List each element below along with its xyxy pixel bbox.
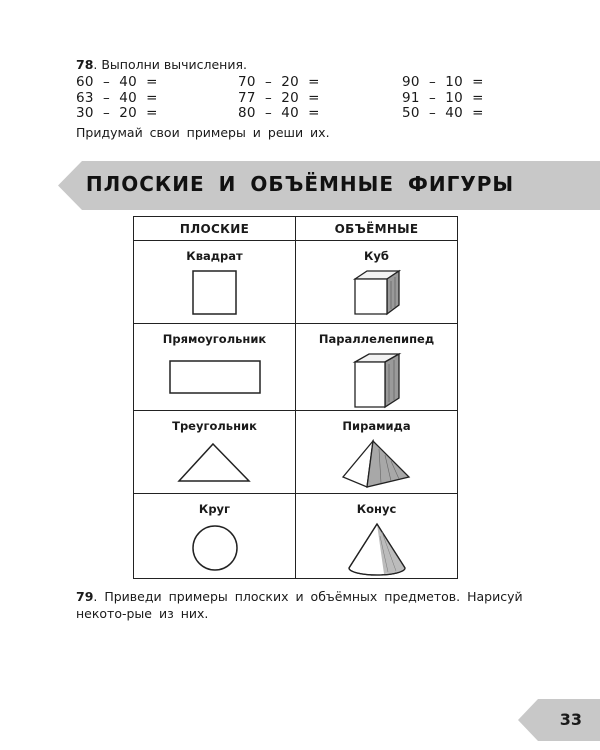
calc-line: 90 – 10 =	[402, 74, 484, 90]
cell-circle	[134, 494, 296, 579]
table-row	[134, 324, 458, 411]
table-row	[134, 494, 458, 579]
shape-label: Треугольник	[172, 419, 257, 433]
table-header-row	[134, 217, 458, 241]
shape-label: Параллелепипед	[318, 332, 435, 346]
cell-parallelepiped	[296, 324, 458, 411]
table-row	[134, 411, 458, 494]
pyramid-shape	[339, 439, 415, 491]
exercise-78-heading	[76, 57, 247, 72]
cell-pyramid	[296, 411, 458, 494]
calc-line: 91 – 10 =	[402, 89, 484, 106]
shape-label: Квадрат	[186, 249, 243, 263]
exercise-number: 79	[76, 589, 94, 604]
shape-label: Круг	[198, 502, 231, 516]
cell-cone	[296, 494, 458, 579]
shape-label: Пирамида	[342, 419, 411, 433]
calc-line: 30 – 20 =	[76, 105, 158, 121]
shape-label: Конус	[356, 502, 397, 516]
calc-line: 60 – 40 =	[76, 74, 158, 90]
column-header-flat: ПЛОСКИЕ	[134, 217, 296, 241]
exercise-number: 78	[76, 57, 94, 72]
square-shape	[190, 269, 240, 317]
cone-shape	[344, 522, 410, 578]
circle-shape	[187, 522, 243, 574]
calc-line: 77 – 20 =	[238, 89, 320, 106]
page-number: 33	[559, 710, 582, 729]
cube-shape	[347, 269, 407, 317]
calc-column-3	[402, 75, 484, 122]
section-title: ПЛОСКИЕ И ОБЪЁМНЫЕ ФИГУРЫ	[85, 172, 515, 196]
triangle-shape	[175, 439, 255, 487]
exercise-text: . Приведи примеры плоских и объёмных предметов. Нарисуй некото-рые из них.	[76, 589, 523, 621]
cell-cube	[296, 241, 458, 324]
calc-line: 63 – 40 =	[76, 89, 158, 106]
shapes-table	[133, 216, 458, 579]
column-header-solid: ОБЪЁМНЫЕ	[296, 217, 458, 241]
calc-column-1	[76, 75, 158, 122]
calc-line: 50 – 40 =	[402, 105, 484, 121]
exercise-79	[76, 588, 546, 622]
cell-triangle	[134, 411, 296, 494]
cell-rectangle	[134, 324, 296, 411]
calc-line: 80 – 40 =	[238, 105, 320, 121]
exercise-78-task: Придумай свои примеры и реши их.	[76, 125, 330, 140]
section-banner	[0, 161, 600, 210]
exercise-instruction: . Выполни вычисления.	[93, 57, 247, 72]
calc-line: 70 – 20 =	[238, 74, 320, 90]
shape-label: Прямоугольник	[162, 332, 267, 346]
parallelepiped-shape	[347, 352, 407, 410]
cell-square	[134, 241, 296, 324]
rectangle-shape	[165, 352, 265, 400]
shape-label: Куб	[364, 249, 389, 263]
calc-column-2	[238, 75, 320, 122]
table-row	[134, 241, 458, 324]
